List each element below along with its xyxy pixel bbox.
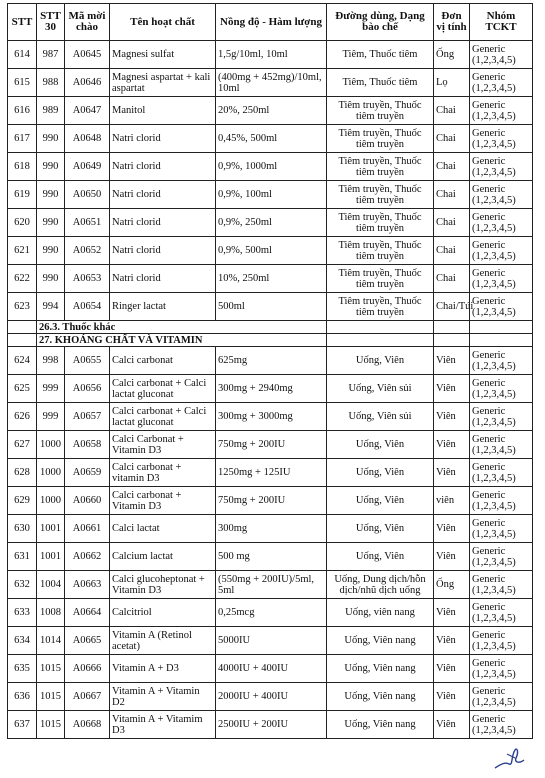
cell-group: Generic (1,2,3,4,5): [470, 571, 533, 599]
cell-name: Magnesi aspartat + kali aspartat: [110, 69, 216, 97]
cell-route: Uống, Viên sủi: [327, 375, 434, 403]
cell-stt30: 1000: [37, 487, 65, 515]
table-row: [8, 237, 533, 265]
cell-conc: 0,25mcg: [216, 599, 327, 627]
cell-group: Generic (1,2,3,4,5): [470, 293, 533, 321]
cell-code: A0654: [65, 293, 110, 321]
header-stt: STT: [8, 4, 37, 41]
cell-stt: 619: [8, 181, 37, 209]
cell-name: Calci carbonat + Calci lactat gluconat: [110, 375, 216, 403]
cell-stt30: 990: [37, 265, 65, 293]
cell-route: Uống, Viên nang: [327, 655, 434, 683]
table-row: [8, 487, 533, 515]
cell-route: Tiêm truyền, Thuốc tiêm truyền: [327, 125, 434, 153]
cell-name: Calci carbonat + vitamin D3: [110, 459, 216, 487]
cell-unit: Viên: [434, 347, 470, 375]
cell-route: Tiêm truyền, Thuốc tiêm truyền: [327, 293, 434, 321]
table-row: [8, 125, 533, 153]
cell-stt30: 999: [37, 375, 65, 403]
cell-stt30: 1000: [37, 431, 65, 459]
table-row: [8, 627, 533, 655]
cell-conc: 2500IU + 200IU: [216, 711, 327, 739]
cell-stt: 617: [8, 125, 37, 153]
cell-group: Generic (1,2,3,4,5): [470, 655, 533, 683]
cell-conc: (400mg + 452mg)/10ml, 10ml: [216, 69, 327, 97]
table-row: [8, 571, 533, 599]
cell-conc: 0,9%, 100ml: [216, 181, 327, 209]
cell-code: A0647: [65, 97, 110, 125]
cell-unit: Ống: [434, 41, 470, 69]
cell-route: Tiêm truyền, Thuốc tiêm truyền: [327, 265, 434, 293]
cell-name: Calcitriol: [110, 599, 216, 627]
cell-group: Generic (1,2,3,4,5): [470, 459, 533, 487]
cell-stt30: 1015: [37, 683, 65, 711]
cell-group: Generic (1,2,3,4,5): [470, 97, 533, 125]
cell-stt: 615: [8, 69, 37, 97]
cell-group: Generic (1,2,3,4,5): [470, 431, 533, 459]
cell-name: Natri clorid: [110, 153, 216, 181]
section-blank-cell: [8, 334, 37, 347]
cell-name: Calci carbonat: [110, 347, 216, 375]
table-row: [8, 265, 533, 293]
cell-conc: 10%, 250ml: [216, 265, 327, 293]
cell-conc: 20%, 250ml: [216, 97, 327, 125]
section-blank-cell: [327, 334, 434, 347]
cell-stt30: 1015: [37, 711, 65, 739]
cell-conc: 4000IU + 400IU: [216, 655, 327, 683]
cell-unit: Viên: [434, 459, 470, 487]
cell-unit: Chai: [434, 237, 470, 265]
cell-name: Vitamin A (Retinol acetat): [110, 627, 216, 655]
cell-conc: 500ml: [216, 293, 327, 321]
cell-name: Vitamin A + Vitamim D3: [110, 711, 216, 739]
header-stt30: STT 30: [37, 4, 65, 41]
cell-conc: 2000IU + 400IU: [216, 683, 327, 711]
cell-stt: 614: [8, 41, 37, 69]
cell-stt30: 1014: [37, 627, 65, 655]
cell-name: Natri clorid: [110, 125, 216, 153]
cell-group: Generic (1,2,3,4,5): [470, 41, 533, 69]
cell-group: Generic (1,2,3,4,5): [470, 403, 533, 431]
cell-stt30: 1015: [37, 655, 65, 683]
cell-unit: Chai: [434, 97, 470, 125]
cell-conc: 625mg: [216, 347, 327, 375]
cell-conc: 5000IU: [216, 627, 327, 655]
cell-unit: viên: [434, 487, 470, 515]
cell-stt: 632: [8, 571, 37, 599]
cell-unit: Chai: [434, 265, 470, 293]
cell-name: Ringer lactat: [110, 293, 216, 321]
cell-group: Generic (1,2,3,4,5): [470, 543, 533, 571]
cell-stt30: 998: [37, 347, 65, 375]
table-row: [8, 403, 533, 431]
cell-route: Tiêm, Thuốc tiêm: [327, 69, 434, 97]
cell-stt: 635: [8, 655, 37, 683]
cell-unit: Viên: [434, 683, 470, 711]
cell-stt30: 999: [37, 403, 65, 431]
cell-stt: 628: [8, 459, 37, 487]
cell-stt: 620: [8, 209, 37, 237]
cell-stt: 624: [8, 347, 37, 375]
cell-stt: 637: [8, 711, 37, 739]
cell-conc: (550mg + 200IU)/5ml, 5ml: [216, 571, 327, 599]
cell-group: Generic (1,2,3,4,5): [470, 515, 533, 543]
cell-group: Generic (1,2,3,4,5): [470, 487, 533, 515]
header-conc: Nồng độ - Hàm lượng: [216, 4, 327, 41]
cell-name: Vitamin A + D3: [110, 655, 216, 683]
cell-name: Natri clorid: [110, 209, 216, 237]
header-row: [8, 4, 533, 41]
cell-unit: Viên: [434, 403, 470, 431]
cell-unit: Viên: [434, 655, 470, 683]
cell-route: Uống, Viên: [327, 347, 434, 375]
cell-stt30: 988: [37, 69, 65, 97]
cell-stt: 616: [8, 97, 37, 125]
cell-code: A0661: [65, 515, 110, 543]
cell-unit: Viên: [434, 515, 470, 543]
cell-conc: 300mg + 2940mg: [216, 375, 327, 403]
cell-name: Natri clorid: [110, 265, 216, 293]
table-row: [8, 347, 533, 375]
cell-stt30: 990: [37, 209, 65, 237]
cell-stt30: 1008: [37, 599, 65, 627]
cell-route: Uống, Viên: [327, 543, 434, 571]
cell-name: Manitol: [110, 97, 216, 125]
section-rows: [8, 321, 533, 347]
cell-group: Generic (1,2,3,4,5): [470, 265, 533, 293]
cell-code: A0667: [65, 683, 110, 711]
table-row: [8, 711, 533, 739]
cell-unit: Viên: [434, 711, 470, 739]
cell-group: Generic (1,2,3,4,5): [470, 599, 533, 627]
cell-group: Generic (1,2,3,4,5): [470, 347, 533, 375]
cell-conc: 300mg + 3000mg: [216, 403, 327, 431]
table-body-bottom: [8, 347, 533, 739]
cell-conc: 0,9%, 1000ml: [216, 153, 327, 181]
cell-name: Magnesi sulfat: [110, 41, 216, 69]
cell-conc: 750mg + 200IU: [216, 487, 327, 515]
cell-conc: 0,9%, 250ml: [216, 209, 327, 237]
cell-code: A0652: [65, 237, 110, 265]
cell-code: A0656: [65, 375, 110, 403]
cell-route: Uống, Viên: [327, 487, 434, 515]
cell-route: Uống, Viên nang: [327, 711, 434, 739]
cell-code: A0666: [65, 655, 110, 683]
cell-code: A0650: [65, 181, 110, 209]
cell-unit: Viên: [434, 543, 470, 571]
cell-route: Tiêm, Thuốc tiêm: [327, 41, 434, 69]
cell-unit: Chai/Túi: [434, 293, 470, 321]
table-row: [8, 431, 533, 459]
cell-stt30: 990: [37, 237, 65, 265]
table-row: [8, 515, 533, 543]
cell-code: A0658: [65, 431, 110, 459]
cell-stt: 634: [8, 627, 37, 655]
section-blank-cell: [327, 321, 434, 334]
table-row: [8, 293, 533, 321]
cell-stt30: 1001: [37, 543, 65, 571]
cell-conc: 0,45%, 500ml: [216, 125, 327, 153]
table-body-top: [8, 41, 533, 321]
section-title-minerals-vitamins: 27. KHOÁNG CHẤT VÀ VITAMIN: [37, 334, 327, 347]
cell-conc: 500 mg: [216, 543, 327, 571]
cell-group: Generic (1,2,3,4,5): [470, 181, 533, 209]
cell-stt30: 1001: [37, 515, 65, 543]
cell-unit: Viên: [434, 599, 470, 627]
cell-code: A0660: [65, 487, 110, 515]
header-group: Nhóm TCKT: [470, 4, 533, 41]
section-blank-cell: [434, 321, 470, 334]
cell-group: Generic (1,2,3,4,5): [470, 683, 533, 711]
cell-name: Calci carbonat + Calci lactat gluconat: [110, 403, 216, 431]
cell-stt: 636: [8, 683, 37, 711]
cell-route: Uống, Viên sủi: [327, 403, 434, 431]
section-blank-cell: [434, 334, 470, 347]
cell-group: Generic (1,2,3,4,5): [470, 711, 533, 739]
cell-code: A0653: [65, 265, 110, 293]
cell-route: Uống, Viên nang: [327, 627, 434, 655]
cell-stt30: 1004: [37, 571, 65, 599]
cell-stt: 627: [8, 431, 37, 459]
cell-code: A0665: [65, 627, 110, 655]
section-blank-cell: [8, 321, 37, 334]
cell-name: Calci Carbonat + Vitamin D3: [110, 431, 216, 459]
cell-code: A0663: [65, 571, 110, 599]
cell-name: Calcium lactat: [110, 543, 216, 571]
cell-name: Calci lactat: [110, 515, 216, 543]
table-row: [8, 655, 533, 683]
cell-group: Generic (1,2,3,4,5): [470, 153, 533, 181]
cell-code: A0662: [65, 543, 110, 571]
cell-code: A0649: [65, 153, 110, 181]
cell-unit: Lọ: [434, 69, 470, 97]
cell-conc: 1250mg + 125IU: [216, 459, 327, 487]
cell-route: Uống, Viên: [327, 431, 434, 459]
cell-stt: 626: [8, 403, 37, 431]
header-route: Đường dùng, Dạng bào chế: [327, 4, 434, 41]
cell-code: A0646: [65, 69, 110, 97]
cell-group: Generic (1,2,3,4,5): [470, 209, 533, 237]
cell-code: A0651: [65, 209, 110, 237]
cell-stt30: 990: [37, 153, 65, 181]
cell-name: Vitamin A + Vitamin D2: [110, 683, 216, 711]
cell-route: Uống, Dung dịch/hỗn dịch/nhũ dịch uống: [327, 571, 434, 599]
table-row: [8, 375, 533, 403]
signature-mark: [491, 744, 527, 772]
cell-group: Generic (1,2,3,4,5): [470, 375, 533, 403]
cell-unit: Chai: [434, 209, 470, 237]
cell-unit: Viên: [434, 375, 470, 403]
cell-route: Uống, Viên: [327, 515, 434, 543]
cell-name: Natri clorid: [110, 237, 216, 265]
header-unit: Đơn vị tính: [434, 4, 470, 41]
cell-code: A0659: [65, 459, 110, 487]
cell-stt30: 994: [37, 293, 65, 321]
section-row-minerals-vitamins: [8, 334, 533, 347]
cell-stt30: 987: [37, 41, 65, 69]
cell-route: Tiêm truyền, Thuốc tiêm truyền: [327, 153, 434, 181]
cell-route: Uống, Viên: [327, 459, 434, 487]
section-title-other-drugs: 26.3. Thuốc khác: [37, 321, 327, 334]
table-row: [8, 543, 533, 571]
cell-unit: Viên: [434, 431, 470, 459]
cell-unit: Viên: [434, 627, 470, 655]
header-name: Tên hoạt chất: [110, 4, 216, 41]
cell-route: Tiêm truyền, Thuốc tiêm truyền: [327, 237, 434, 265]
cell-conc: 1,5g/10ml, 10ml: [216, 41, 327, 69]
cell-route: Tiêm truyền, Thuốc tiêm truyền: [327, 181, 434, 209]
cell-stt: 629: [8, 487, 37, 515]
cell-conc: 750mg + 200IU: [216, 431, 327, 459]
cell-stt: 621: [8, 237, 37, 265]
table-row: [8, 97, 533, 125]
cell-stt: 625: [8, 375, 37, 403]
cell-conc: 300mg: [216, 515, 327, 543]
cell-stt30: 990: [37, 181, 65, 209]
cell-code: A0657: [65, 403, 110, 431]
cell-stt: 618: [8, 153, 37, 181]
table-row: [8, 209, 533, 237]
cell-conc: 0,9%, 500ml: [216, 237, 327, 265]
cell-name: Natri clorid: [110, 181, 216, 209]
cell-stt30: 1000: [37, 459, 65, 487]
cell-group: Generic (1,2,3,4,5): [470, 69, 533, 97]
cell-stt30: 990: [37, 125, 65, 153]
cell-group: Generic (1,2,3,4,5): [470, 125, 533, 153]
cell-group: Generic (1,2,3,4,5): [470, 237, 533, 265]
cell-route: Uống, Viên nang: [327, 683, 434, 711]
cell-unit: Chai: [434, 125, 470, 153]
table-row: [8, 41, 533, 69]
cell-code: A0668: [65, 711, 110, 739]
cell-route: Uống, viên nang: [327, 599, 434, 627]
cell-stt: 622: [8, 265, 37, 293]
cell-code: A0645: [65, 41, 110, 69]
section-blank-cell: [470, 334, 533, 347]
cell-unit: Chai: [434, 153, 470, 181]
cell-stt30: 989: [37, 97, 65, 125]
section-blank-cell: [470, 321, 533, 334]
cell-route: Tiêm truyền, Thuốc tiêm truyền: [327, 209, 434, 237]
cell-stt: 631: [8, 543, 37, 571]
cell-name: Calci carbonat + Vitamin D3: [110, 487, 216, 515]
cell-stt: 633: [8, 599, 37, 627]
cell-name: Calci glucoheptonat + Vitamin D3: [110, 571, 216, 599]
cell-route: Tiêm truyền, Thuốc tiêm truyền: [327, 97, 434, 125]
table-row: [8, 181, 533, 209]
cell-unit: Ống: [434, 571, 470, 599]
cell-stt: 623: [8, 293, 37, 321]
cell-code: A0655: [65, 347, 110, 375]
table-row: [8, 683, 533, 711]
cell-stt: 630: [8, 515, 37, 543]
drug-list-table: [7, 3, 533, 739]
table-row: [8, 599, 533, 627]
cell-unit: Chai: [434, 181, 470, 209]
cell-group: Generic (1,2,3,4,5): [470, 627, 533, 655]
table-row: [8, 459, 533, 487]
cell-code: A0648: [65, 125, 110, 153]
table-row: [8, 153, 533, 181]
cell-code: A0664: [65, 599, 110, 627]
table-row: [8, 69, 533, 97]
section-row-other-drugs: [8, 321, 533, 334]
header-code: Mã mời chào: [65, 4, 110, 41]
